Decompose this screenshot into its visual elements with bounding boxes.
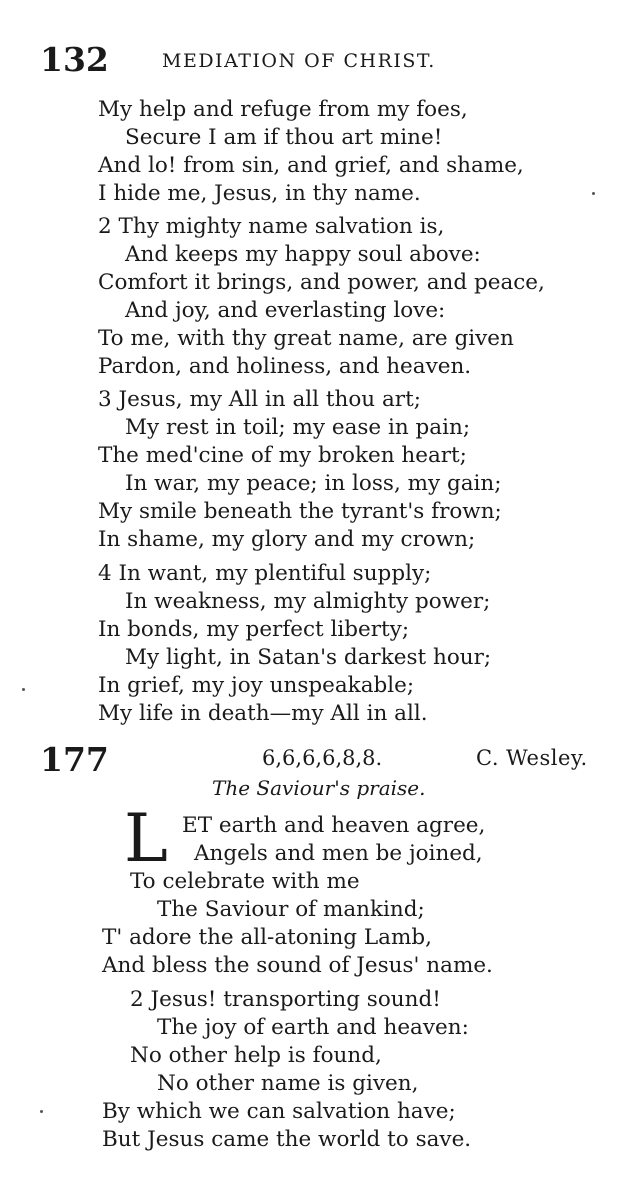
print-speck xyxy=(40,1110,43,1113)
verse-line: The Saviour of mankind; xyxy=(157,897,425,922)
verse-line: Angels and men be joined, xyxy=(194,841,483,866)
verse-line: In shame, my glory and my crown; xyxy=(98,527,476,552)
verse-line: Pardon, and holiness, and heaven. xyxy=(98,354,472,379)
hymn-subtitle: The Saviour's praise. xyxy=(212,776,426,800)
verse-line: But Jesus came the world to save. xyxy=(102,1127,472,1152)
verse-line: T' adore the all-atoning Lamb, xyxy=(102,925,432,950)
verse-line: In bonds, my perfect liberty; xyxy=(98,617,410,642)
verse-line: And keeps my happy soul above: xyxy=(125,242,481,267)
verse-line: And bless the sound of Jesus' name. xyxy=(102,953,493,978)
running-head: MEDIATION OF CHRIST. xyxy=(162,50,436,72)
drop-cap: L xyxy=(124,800,168,877)
verse-line: Secure I am if thou art mine! xyxy=(125,125,443,150)
hymn-author: C. Wesley. xyxy=(476,746,588,770)
verse-line: My life in death—my All in all. xyxy=(98,701,428,726)
page-header xyxy=(40,40,600,80)
verse-line: Comfort it brings, and power, and peace, xyxy=(98,270,545,295)
verse-line: ET earth and heaven agree, xyxy=(182,813,486,838)
verse-line: No other name is given, xyxy=(157,1071,419,1096)
hymn-number: 177 xyxy=(40,740,109,779)
print-speck xyxy=(592,192,595,195)
verse-line: 2 Thy mighty name salvation is, xyxy=(98,214,445,239)
verse-line: My light, in Satan's darkest hour; xyxy=(125,645,492,670)
verse-line: 3 Jesus, my All in all thou art; xyxy=(98,387,421,412)
verse-line: My smile beneath the tyrant's frown; xyxy=(98,499,502,524)
verse-line: And joy, and everlasting love: xyxy=(125,298,446,323)
verse-line: By which we can salvation have; xyxy=(102,1099,456,1124)
verse-line: My help and refuge from my foes, xyxy=(98,97,468,122)
verse-line: I hide me, Jesus, in thy name. xyxy=(98,181,421,206)
verse-line: In weakness, my almighty power; xyxy=(125,589,491,614)
verse-line: 4 In want, my plentiful supply; xyxy=(98,561,432,586)
verse-line: The med'cine of my broken heart; xyxy=(98,443,467,468)
verse-line: In war, my peace; in loss, my gain; xyxy=(125,471,502,496)
verse-line: No other help is found, xyxy=(130,1043,382,1068)
verse-line: To me, with thy great name, are given xyxy=(98,326,514,351)
verse-line: The joy of earth and heaven: xyxy=(157,1015,469,1040)
verse-line: To celebrate with me xyxy=(130,869,360,894)
verse-line: 2 Jesus! transporting sound! xyxy=(130,987,441,1012)
verse-line: In grief, my joy unspeakable; xyxy=(98,673,415,698)
print-speck xyxy=(22,688,25,691)
hymn-meter: 6,6,6,6,8,8. xyxy=(262,746,383,770)
verse-line: My rest in toil; my ease in pain; xyxy=(125,415,471,440)
page-number: 132 xyxy=(40,40,109,79)
verse-line: And lo! from sin, and grief, and shame, xyxy=(98,153,524,178)
